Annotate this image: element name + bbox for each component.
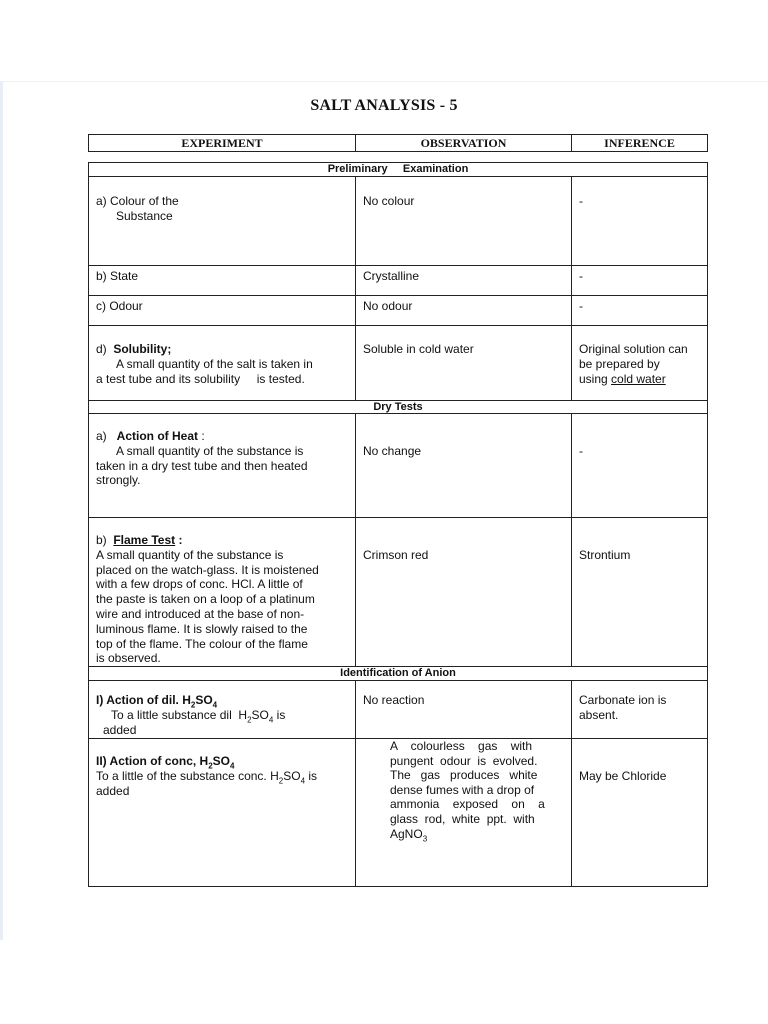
inference-cell <box>572 681 707 738</box>
experiment-text: strongly. <box>96 473 141 488</box>
observation-cell <box>356 266 572 295</box>
experiment-prefix: b) <box>96 533 114 547</box>
observation-text: The gas produces white <box>390 768 538 783</box>
experiment-text: SO <box>283 768 301 783</box>
experiment-text: SO <box>251 707 269 722</box>
experiment-prefix: a) <box>96 429 117 443</box>
inference-text: - <box>579 444 583 458</box>
section-preliminary: Preliminary Examination <box>89 163 707 177</box>
experiment-text: To a little substance dil H <box>111 707 248 722</box>
experiment-heading: Action of Heat <box>116 429 199 443</box>
experiment-prefix: d) <box>96 342 114 356</box>
inference-text: using <box>579 371 612 386</box>
subscript: 2 <box>278 776 284 786</box>
experiment-text: a) Colour of the <box>96 194 179 208</box>
experiment-text: with a few drops of conc. HCl. A little of <box>96 577 303 592</box>
inference-text: May be Chloride <box>579 769 667 783</box>
observation-text: pungent odour is evolved. <box>390 753 538 768</box>
inference-text: - <box>579 299 583 313</box>
experiment-cell <box>89 414 356 517</box>
experiment-text: wire and introduced at the base of non- <box>96 606 305 621</box>
experiment-text: : <box>198 429 205 443</box>
section-dry-tests: Dry Tests <box>89 401 707 414</box>
header-inference: INFERENCE <box>604 136 675 150</box>
table-row-state <box>89 266 707 296</box>
observation-text: No reaction <box>363 693 425 707</box>
experiment-text: added <box>96 783 130 798</box>
experiment-cell <box>89 326 356 400</box>
observation-cell <box>356 326 572 400</box>
experiment-heading: SO <box>195 693 213 707</box>
section-anion: Identification of Anion <box>89 667 707 681</box>
experiment-text: Substance <box>116 208 173 223</box>
experiment-cell <box>89 681 356 738</box>
subscript: 4 <box>230 761 235 771</box>
subscript: 2 <box>208 761 213 771</box>
inference-text: Original solution can <box>579 342 688 356</box>
experiment-heading: Flame Test <box>113 533 176 547</box>
header-observation: OBSERVATION <box>356 135 572 151</box>
observation-text: glass rod, white ppt. with <box>390 811 535 826</box>
experiment-text: added <box>103 722 137 737</box>
experiment-heading: SO <box>212 754 231 768</box>
subscript: 4 <box>212 700 218 710</box>
header-table <box>88 134 708 152</box>
page-title: SALT ANALYSIS - 5 <box>310 97 458 114</box>
observation-text: No colour <box>363 194 415 208</box>
inference-text: cold water <box>611 371 666 386</box>
observation-text: No change <box>363 444 422 458</box>
experiment-text: is <box>305 768 318 783</box>
observation-cell <box>356 177 572 265</box>
subscript: 2 <box>247 715 252 725</box>
experiment-text: the paste is taken on a loop of a platinum <box>96 592 315 607</box>
inference-text: Carbonate ion is <box>579 693 667 707</box>
observation-text: ammonia exposed on a <box>390 797 545 812</box>
page-top-edge <box>0 81 768 82</box>
experiment-heading: II) Action of conc, H <box>96 754 209 768</box>
inference-cell <box>572 739 707 886</box>
experiment-text: is <box>273 707 286 722</box>
observation-text: Crimson red <box>363 548 429 562</box>
inference-cell <box>572 266 707 295</box>
inference-text: be prepared by <box>579 356 660 371</box>
subscript: 2 <box>190 700 196 710</box>
table-row-flame-test <box>89 518 707 667</box>
observation-text: A colourless gas with <box>390 739 533 753</box>
observation-cell <box>356 296 572 325</box>
inference-cell <box>572 326 707 400</box>
header-experiment: EXPERIMENT <box>89 135 356 151</box>
observation-cell <box>356 414 572 517</box>
inference-cell <box>572 414 707 517</box>
experiment-text: taken in a dry test tube and then heated <box>96 458 308 473</box>
experiment-text: top of the flame. The colour of the flame <box>96 636 308 651</box>
inference-text: - <box>579 194 583 208</box>
experiment-text: : <box>175 533 183 547</box>
experiment-text: b) State <box>96 269 139 283</box>
experiment-heading: Solubility; <box>113 342 172 356</box>
observation-text: No odour <box>363 299 413 313</box>
table-row-colour <box>89 177 707 266</box>
table-row-solubility <box>89 326 707 401</box>
experiment-cell <box>89 296 356 325</box>
table-row-odour <box>89 296 707 326</box>
observation-text: AgNO <box>390 826 423 841</box>
experiment-cell <box>89 739 356 886</box>
observation-cell <box>356 518 572 666</box>
inference-cell <box>572 177 707 265</box>
experiment-text: A small quantity of the substance is <box>116 443 304 458</box>
experiment-text: a test tube and its solubility is tested. <box>96 371 305 386</box>
subscript: 4 <box>300 776 306 786</box>
analysis-table <box>88 162 708 887</box>
inference-text: - <box>579 269 583 283</box>
subscript: 4 <box>268 715 274 725</box>
experiment-text: placed on the watch-glass. It is moistened <box>96 562 319 577</box>
experiment-text: c) Odour <box>96 299 143 313</box>
experiment-cell <box>89 177 356 265</box>
inference-cell <box>572 296 707 325</box>
experiment-text: luminous flame. It is slowly raised to the <box>96 621 308 636</box>
experiment-text: To a little of the substance conc. H <box>96 768 279 783</box>
inference-text: Strontium <box>579 548 631 562</box>
experiment-cell <box>89 266 356 295</box>
observation-cell <box>356 739 572 886</box>
observation-text: dense fumes with a drop of <box>390 782 535 797</box>
experiment-text: A small quantity of the substance is <box>96 547 284 562</box>
table-row-heat <box>89 414 707 518</box>
observation-text: Crystalline <box>363 269 420 283</box>
experiment-text: A small quantity of the salt is taken in <box>116 356 313 371</box>
table-row-dil-acid <box>89 681 707 739</box>
observation-cell <box>356 681 572 738</box>
observation-text: Soluble in cold water <box>363 342 474 356</box>
subscript: 3 <box>422 833 428 843</box>
experiment-heading: I) Action of dil. H <box>96 693 191 707</box>
page-left-edge <box>0 82 3 940</box>
experiment-cell <box>89 518 356 666</box>
inference-text: absent. <box>579 707 619 722</box>
experiment-text: is observed. <box>96 651 161 666</box>
table-row-conc-acid <box>89 739 707 886</box>
inference-cell <box>572 518 707 666</box>
